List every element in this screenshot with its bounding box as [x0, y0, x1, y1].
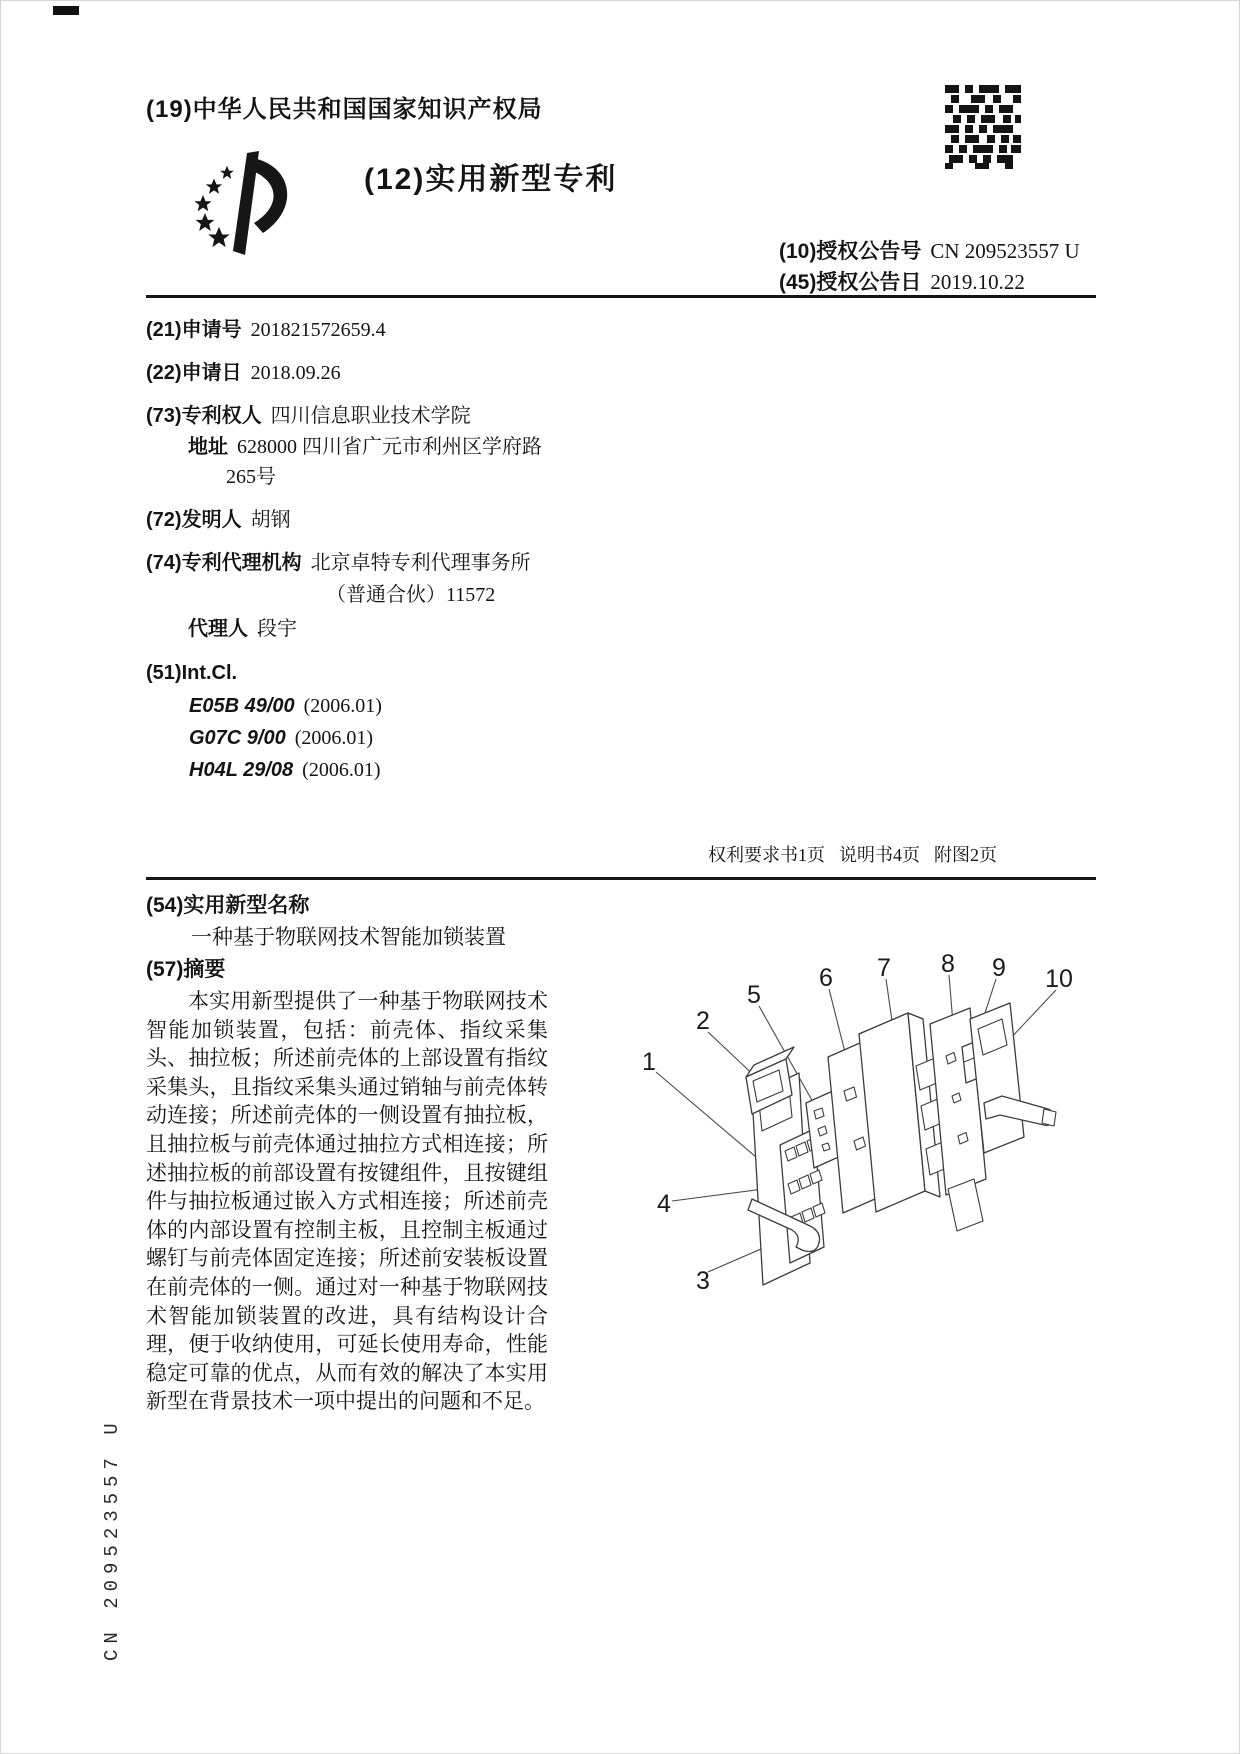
callout-8: 8	[941, 950, 955, 978]
application-number-value: 201821572659.4	[250, 319, 386, 341]
ipc-version: (2006.01)	[303, 695, 382, 717]
address-value-2: 265号	[226, 466, 276, 488]
publication-date-label: (45)授权公告日	[779, 271, 922, 294]
ipc-row	[189, 725, 373, 751]
agency-row	[146, 550, 531, 576]
patentee-row	[146, 403, 471, 429]
drawings-pages: 附图2页	[934, 845, 997, 865]
ipc-code: E05B 49/00	[189, 695, 295, 717]
callout-3: 3	[696, 1267, 710, 1295]
side-publication-code: CN 209523557 U	[101, 1417, 123, 1661]
agency-value-2: （普通合伙）11572	[326, 584, 496, 606]
back-shell-part	[970, 1003, 1056, 1153]
agent-value: 段宇	[257, 618, 297, 640]
callout-5: 5	[747, 981, 761, 1009]
ipc-version: (2006.01)	[302, 759, 381, 781]
inventor-label: (72)发明人	[146, 509, 242, 531]
document-pages-line	[708, 841, 997, 867]
callout-7: 7	[877, 954, 891, 982]
callout-9: 9	[992, 954, 1006, 982]
application-number-row	[146, 317, 386, 343]
claims-pages: 权利要求书1页	[708, 845, 825, 865]
inventor-value: 胡钢	[250, 509, 291, 531]
utility-model-name-label: (54)实用新型名称	[146, 894, 310, 917]
agent-label: 代理人	[188, 618, 248, 640]
divider-rule-middle	[146, 877, 1096, 880]
publication-date-row	[779, 269, 1025, 296]
callout-6: 6	[819, 964, 833, 992]
publication-number-row	[779, 238, 1080, 265]
application-date-row	[146, 360, 341, 386]
patentee-label: (73)专利权人	[146, 405, 262, 427]
address-value: 628000 四川省广元市利州区学府路	[237, 436, 542, 458]
ipc-version: (2006.01)	[294, 727, 374, 749]
ipc-row	[189, 693, 382, 719]
callout-10: 10	[1045, 965, 1073, 993]
document-type-title: (12)实用新型专利	[364, 163, 618, 196]
agency-label: (74)专利代理机构	[146, 552, 302, 574]
agency-row-2	[326, 582, 495, 608]
callout-1: 1	[642, 1048, 656, 1076]
cnipa-logo-icon	[187, 149, 322, 259]
ipc-row	[189, 757, 380, 783]
abstract-label: (57)摘要	[146, 958, 226, 981]
ipc-header-label: (51)Int.Cl.	[146, 662, 238, 684]
agency-value: 北京卓特专利代理事务所	[310, 552, 531, 574]
application-date-label: (22)申请日	[146, 362, 242, 384]
ipc-code: H04L 29/08	[189, 759, 294, 781]
ipc-code: G07C 9/00	[189, 727, 286, 749]
divider-rule-top	[146, 295, 1096, 298]
inventor-row	[146, 507, 291, 533]
callout-4: 4	[657, 1190, 671, 1218]
publication-date-value: 2019.10.22	[930, 270, 1025, 294]
ipc-header-row	[146, 660, 237, 686]
publication-number-value: CN 209523557 U	[930, 239, 1080, 263]
exploded-view-figure	[556, 931, 1176, 1361]
agent-row	[188, 616, 297, 642]
address-row-2	[226, 464, 276, 490]
utility-model-name: 一种基于物联网技术智能加锁装置	[191, 925, 506, 949]
address-label: 地址	[188, 436, 228, 458]
scan-mark	[53, 6, 79, 15]
application-number-label: (21)申请号	[146, 319, 242, 341]
application-date-value: 2018.09.26	[250, 362, 341, 384]
address-row	[188, 434, 542, 460]
callout-2: 2	[696, 1007, 710, 1035]
description-pages: 说明书4页	[839, 845, 920, 865]
patentee-value: 四川信息职业技术学院	[270, 405, 471, 427]
publication-number-label: (10)授权公告号	[779, 240, 922, 263]
qr-code-icon	[945, 85, 1021, 169]
issuing-office: (19)中华人民共和国国家知识产权局	[146, 96, 543, 123]
abstract-text: 本实用新型提供了一种基于物联网技术智能加锁装置，包括：前壳体、指纹采集头、抽拉板；所述前壳体的上部设置有指纹采集头，且指纹采集头通过销轴与前壳体转动连接；所述前壳体的一侧设置有抽拉板，且抽拉板与前壳体通过抽拉方式相连接；所述抽拉板的前部设置有按键组件，且按键组件与抽拉板通过嵌入方式相连接；所述前壳体的内部设置有控制主板，且控制主板通过螺钉与前壳体固定连接；所述前安装板设置在前壳体的一侧。通过对一种基于物联网技术智能加锁装置的改进，具有结构设计合理，便于收纳使用，可延长使用寿命，性能稳定可靠的优点，从而有效的解决了本实用新型在背景技术一项中提出的问题和不足。	[146, 989, 548, 1414]
